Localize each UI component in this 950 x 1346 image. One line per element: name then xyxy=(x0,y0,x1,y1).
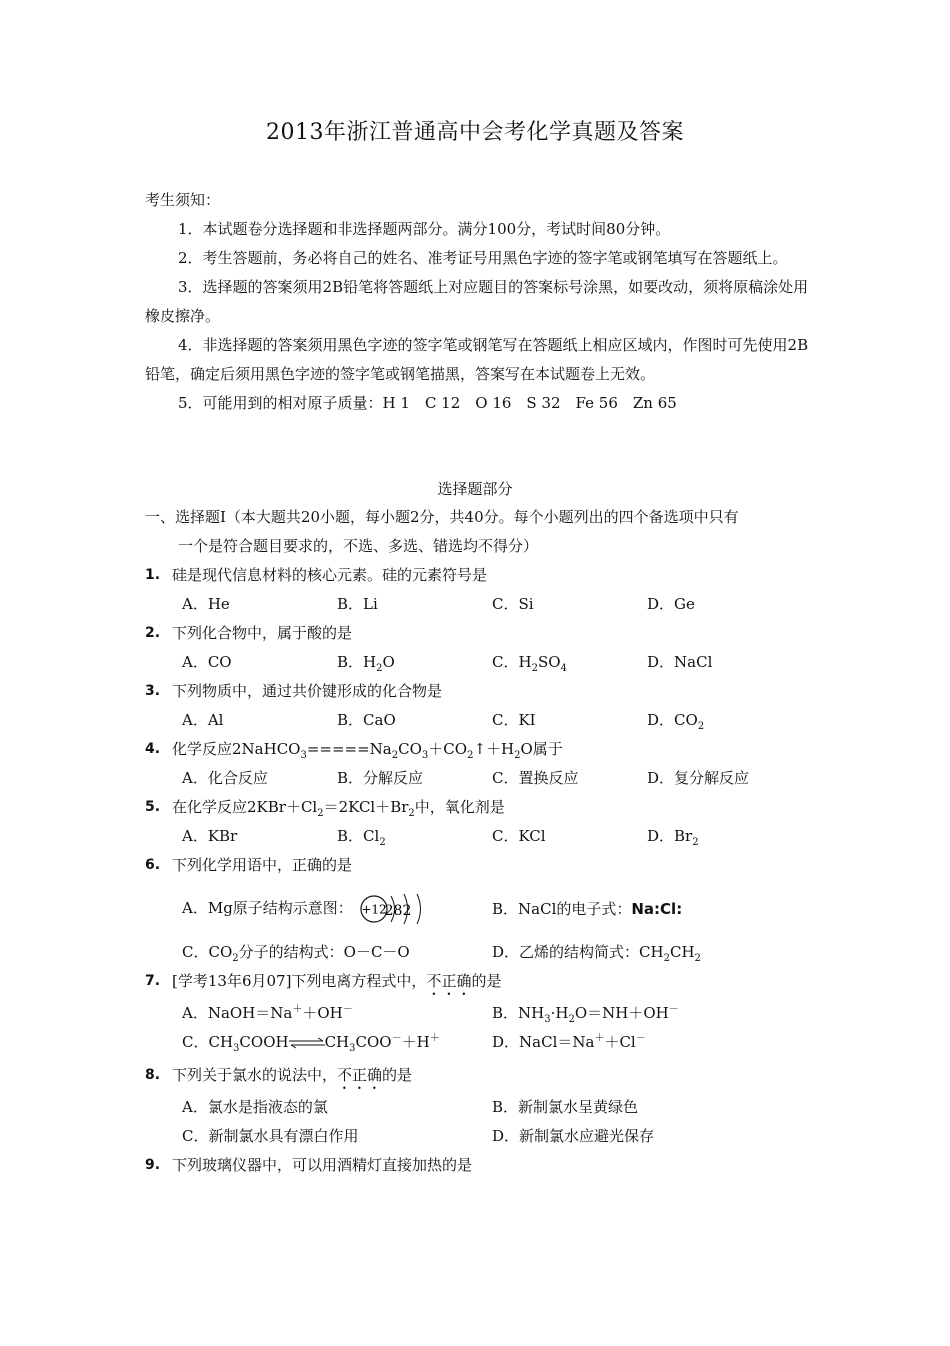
option-b: B．$H_2O$ xyxy=(337,653,395,674)
question-8-options-row1 xyxy=(145,1093,815,1122)
question-9 xyxy=(145,1151,815,1180)
option-a: A．氯水是指液态的氯 xyxy=(182,1098,328,1116)
option-d: D．$CO_2$ xyxy=(647,711,705,732)
question-8-options-row2 xyxy=(145,1122,815,1151)
option-c: C．Si xyxy=(492,595,534,613)
exam-notice xyxy=(145,186,815,418)
question-stem: 下列化合物中，属于酸的是 xyxy=(172,624,353,642)
svg-text:+12: +12 xyxy=(360,902,387,917)
option-a: A．NaOH＝Na＋＋OH－ xyxy=(182,1004,353,1022)
question-1-options xyxy=(145,590,815,619)
option-c: C．KCl xyxy=(492,827,546,845)
option-c: C．$H_2SO_4$ xyxy=(492,653,567,674)
option-d: D．NaCl＝Na＋＋Cl－ xyxy=(492,1033,646,1051)
question-stem: 化学反应$2NaHCO_3=====Na_2CO_3+CO_2↑+H_2O$属于 xyxy=(172,740,563,761)
question-3-options xyxy=(145,706,815,735)
option-a: A．Al xyxy=(182,711,224,729)
option-b: B．新制氯水呈黄绿色 xyxy=(492,1098,639,1116)
question-2 xyxy=(145,619,815,648)
question-3 xyxy=(145,677,815,706)
option-b: B．$Cl_2$ xyxy=(337,827,386,848)
question-5 xyxy=(145,793,815,822)
question-number: 9. xyxy=(145,1157,161,1173)
section-instructions-line: 一个是符合题目要求的，不选、多选、错选均不得分） xyxy=(178,537,539,555)
question-stem: 下列玻璃仪器中，可以用酒精灯直接加热的是 xyxy=(172,1156,473,1174)
option-a: A．化合反应 xyxy=(182,769,268,787)
option-c: C．$CH_3COOH$ $CH_3COO^-+H^+$ xyxy=(182,1033,440,1054)
question-number: 1. xyxy=(145,567,161,583)
notice-item: 3．选择题的答案须用2B铅笔将答题纸上对应题目的答案标号涂黑，如要改动，须将原稿涂处用橡皮擦净。 xyxy=(145,278,809,325)
question-7-options-row1 xyxy=(145,999,815,1028)
option-d: D．复分解反应 xyxy=(647,769,750,787)
question-number: 5. xyxy=(145,799,161,815)
question-stem: 下列化学用语中，正确的是 xyxy=(172,856,353,874)
question-6-options-row1 xyxy=(145,880,815,938)
notice-heading: 考生须知： xyxy=(145,191,221,209)
question-list xyxy=(145,561,815,1180)
question-7-options-row2 xyxy=(145,1028,815,1057)
svg-text:282: 282 xyxy=(384,903,411,919)
notice-item: 1．本试题卷分选择题和非选择题两部分。满分100分，考试时间80分钟。 xyxy=(178,220,671,238)
question-6 xyxy=(145,851,815,880)
question-number: 4. xyxy=(145,741,161,757)
question-number: 7. xyxy=(145,973,161,989)
question-7 xyxy=(145,967,815,999)
option-c: C．新制氯水具有漂白作用 xyxy=(182,1127,359,1145)
question-number: 3. xyxy=(145,683,161,699)
question-6-options-row2 xyxy=(145,938,815,967)
question-stem: [学考13年6月07]下列电离方程式中，不正确的是 xyxy=(172,972,502,990)
section-instructions xyxy=(145,503,815,561)
option-a: A．KBr xyxy=(182,827,238,845)
option-d: D．乙烯的结构简式：$CH_2CH_2$ xyxy=(492,943,701,964)
option-b: B．$NH_3\cdot H_2O=NH+OH^-$ xyxy=(492,1004,679,1025)
option-b: B．NaCl的电子式：Na:Cl: xyxy=(492,899,683,918)
question-5-options xyxy=(145,822,815,851)
notice-item: 4．非选择题的答案须用黑色字迹的签字笔或钢笔写在答题纸上相应区域内，作图时可先使用2B铅笔，确定后须用黑色字迹的签字笔或钢笔描黑，答案写在本试题卷上无效。 xyxy=(145,336,809,383)
option-d: D．新制氯水应避光保存 xyxy=(492,1127,655,1145)
question-number: 8. xyxy=(145,1067,161,1083)
atom-structure-diagram xyxy=(358,892,438,926)
question-4 xyxy=(145,735,815,764)
option-b: B．Li xyxy=(337,595,378,613)
question-stem: 下列关于氯水的说法中，不正确的是 xyxy=(172,1066,413,1084)
question-8 xyxy=(145,1061,815,1093)
notice-item: 2．考生答题前，务必将自己的姓名、准考证号用黑色字迹的签字笔或钢笔填写在答题纸上。 xyxy=(178,249,788,267)
question-number: 2. xyxy=(145,625,161,641)
option-d: D．NaCl xyxy=(647,653,713,671)
option-a: A．CO xyxy=(182,653,232,671)
question-1 xyxy=(145,561,815,590)
question-number: 6. xyxy=(145,857,161,873)
question-stem: 在化学反应$2KBr+Cl_2=2KCl+Br_2$中，氧化剂是 xyxy=(172,798,505,819)
notice-item: 5．可能用到的相对原子质量：H 1 C 12 O 16 S 32 Fe 56 Zn 65 xyxy=(178,394,677,412)
question-stem: 下列物质中，通过共价键形成的化合物是 xyxy=(172,682,443,700)
section-instructions-line: 一、选择题Ⅰ（本大题共20小题，每小题2分，共40分。每个小题列出的四个备选项中只有 xyxy=(145,508,739,526)
option-a: A．He xyxy=(182,595,230,613)
option-d: D．Ge xyxy=(647,595,695,613)
option-a: A．Mg原子结构示意图： +12 282 xyxy=(182,892,492,926)
option-c: C．KI xyxy=(492,711,536,729)
option-c: C．置换反应 xyxy=(492,769,579,787)
page-title: 2013年浙江普通高中会考化学真题及答案 xyxy=(266,120,684,145)
question-stem: 硅是现代信息材料的核心元素。硅的元素符号是 xyxy=(172,566,488,584)
option-c: C．$CO_2$分子的结构式：O－C－O xyxy=(182,943,410,964)
section-heading: 选择题部分 xyxy=(437,480,513,498)
option-b: B．CaO xyxy=(337,711,396,729)
question-4-options xyxy=(145,764,815,793)
option-d: D．$Br_2$ xyxy=(647,827,699,848)
electron-formula: Na:Cl: xyxy=(631,899,683,918)
reversible-arrow-icon xyxy=(289,1037,325,1049)
option-b: B．分解反应 xyxy=(337,769,424,787)
question-2-options xyxy=(145,648,815,677)
